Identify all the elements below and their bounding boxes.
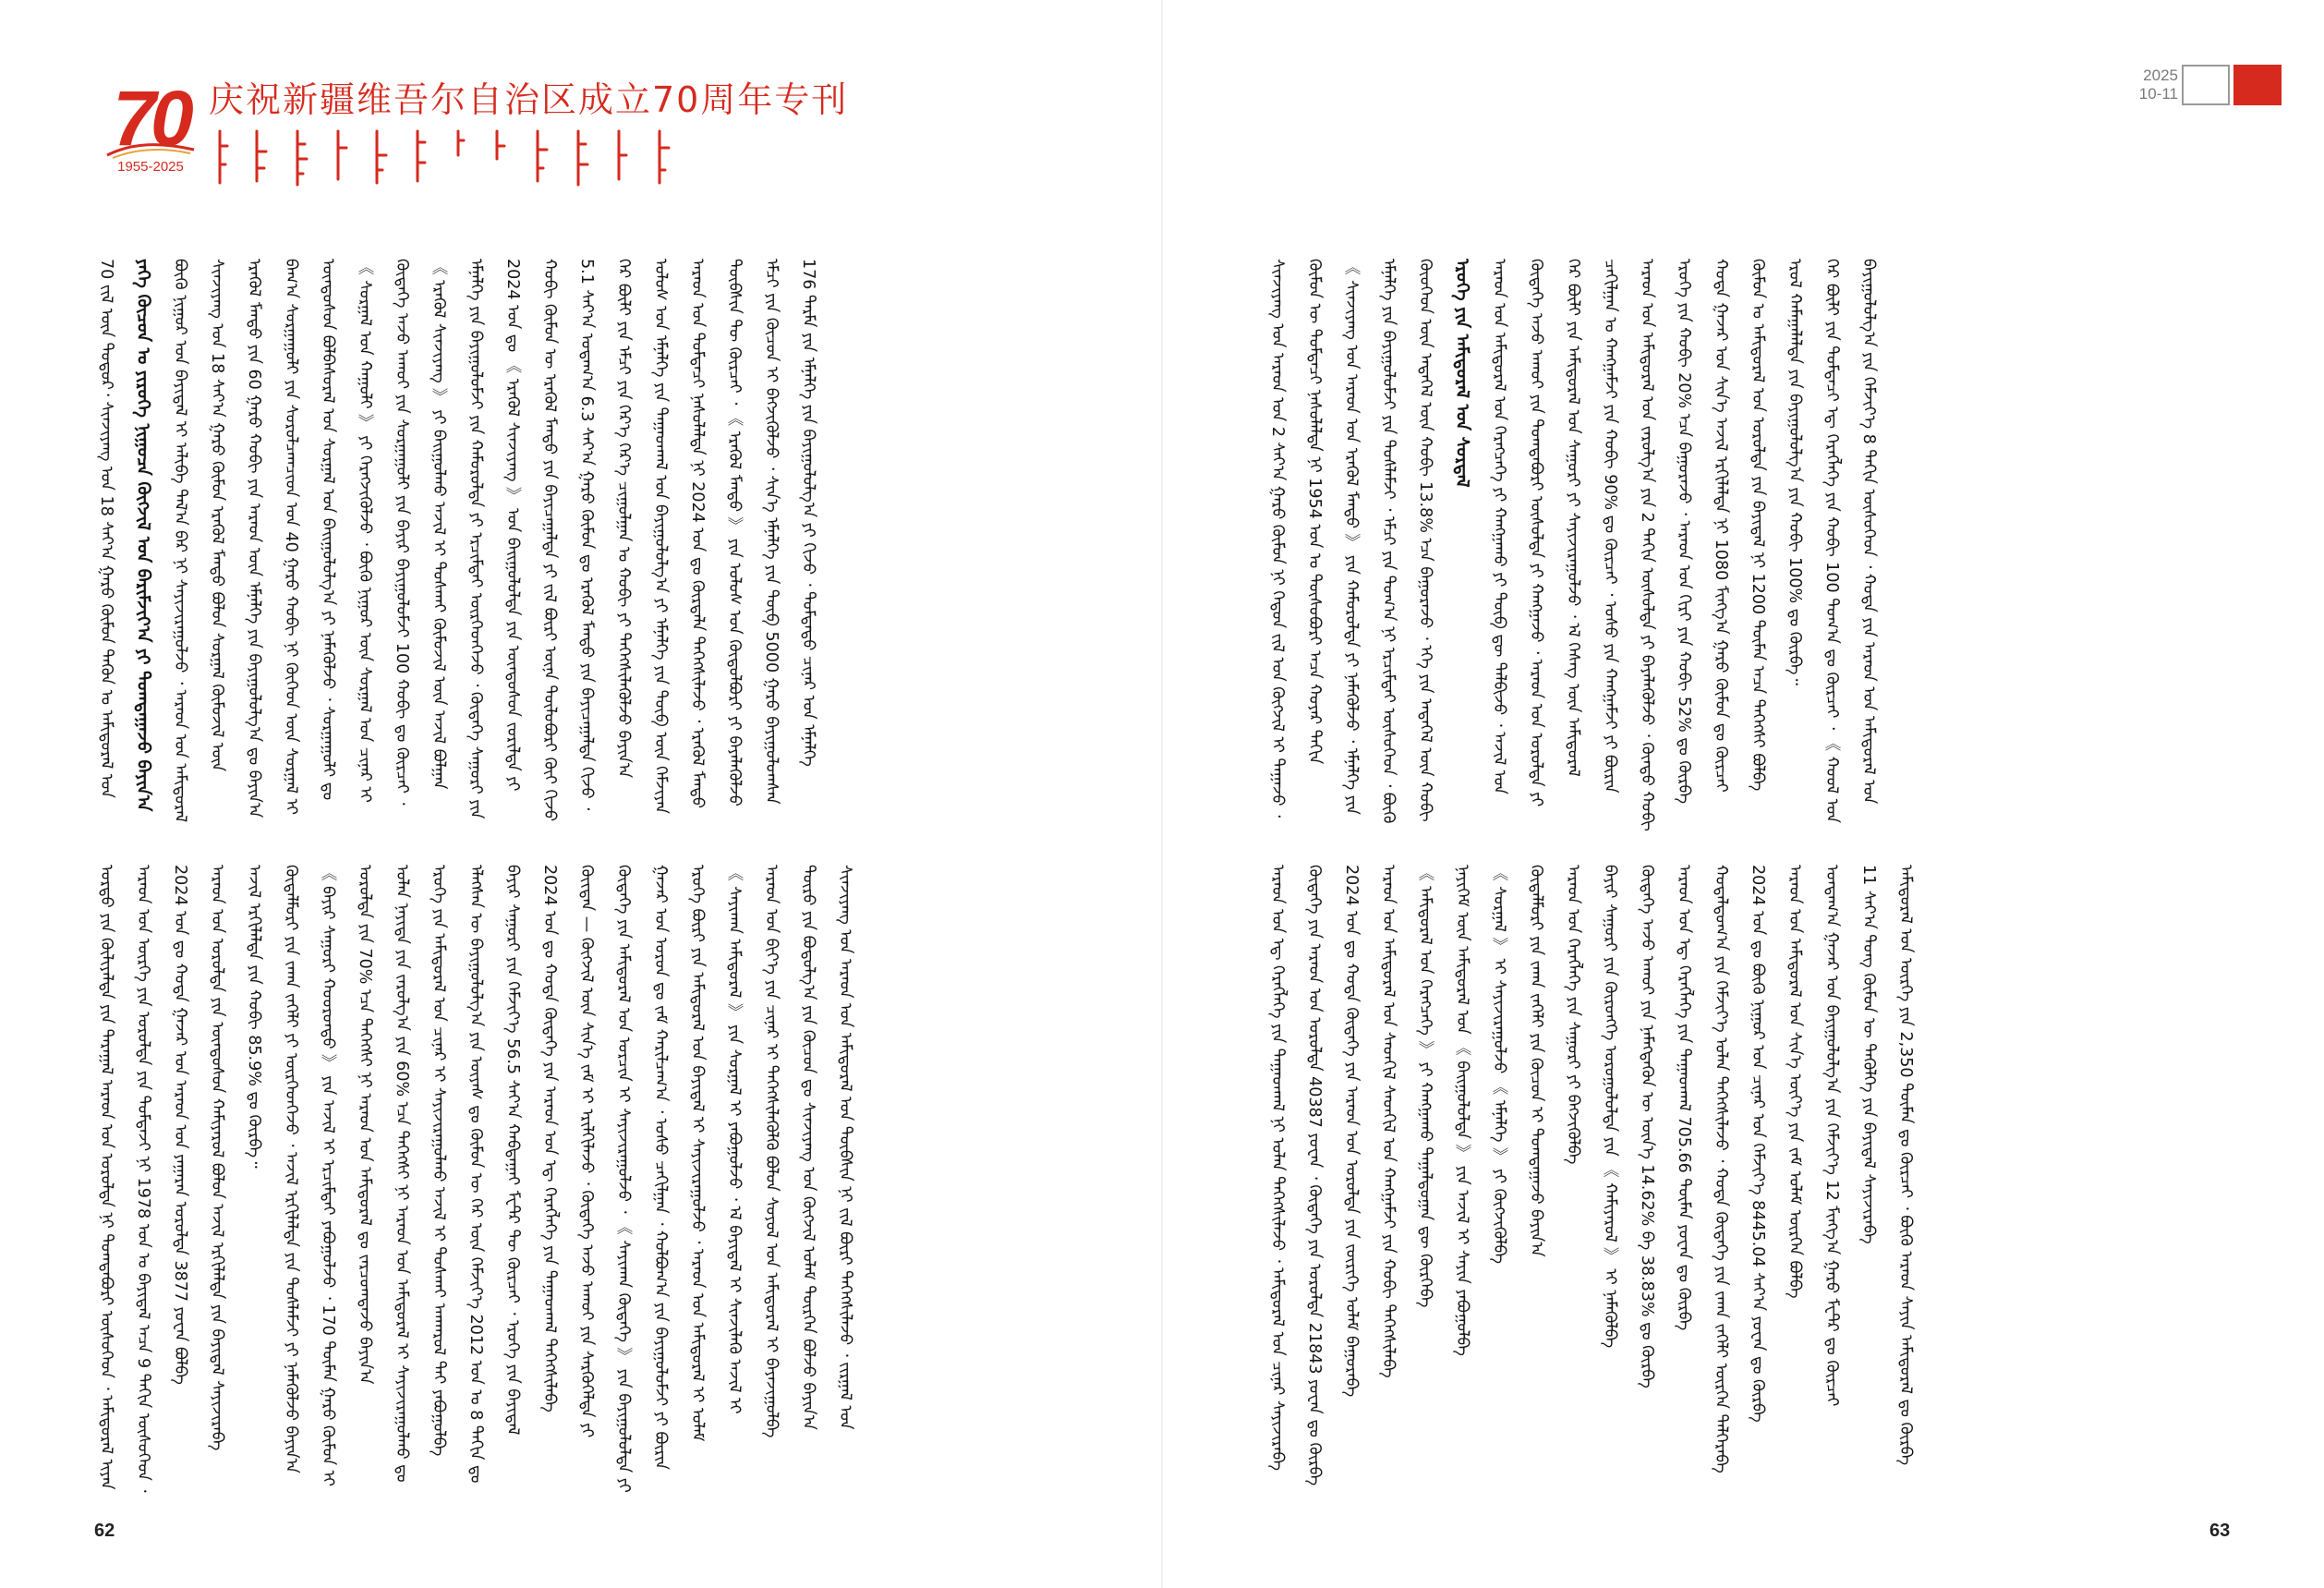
text-column: ᠡᠷᠦᠯ ᠬᠠᠮᠠᠭᠠᠯᠠᠯᠲᠠ ᠶᠢᠨ ᠪᠠᠶᠢᠭᠤᠯᠤᠯᠭ᠎ᠠ ᠶᠢᠨ ᠬᠤᠪᠢ 100% ᠳᠤ ᠬᠦᠷᠪᠡ᠃: [1785, 259, 1804, 685]
text-column: ᠬᠥᠳᠡᠭᠡ ᠠᠵᠤ ᠠᠬᠤᠢ ᠶᠢᠨ ᠰᠤᠷᠭᠠᠭᠤᠯᠢ ᠶᠢᠨ ᠪᠠᠶᠢᠷ ᠪᠠᠶᠢᠭᠤᠯᠤᠮᠵᠢ 100 ᠬᠤᠪᠢ ᠳᠤ ᠬᠦᠷᠴᠡᠢ ᠂: [393, 259, 411, 806]
text-column: ᠤᠷᠲᠤ ᠶᠢᠨ ᠬᠦᠯᠢᠶᠡᠯᠲᠡ ᠶᠢᠨ ᠳᠠᠷᠠᠭᠠᠯ ᠠᠷᠠᠳ ᠤᠨ ᠣᠷᠣᠯᠲᠠ ᠨᠢ ᠲᠣᠭᠲᠠᠪᠣᠷᠢ ᠥᠰᠦᠭᠡᠳ ᠂ ᠠᠮᠢᠳᠤᠷᠠᠯ ᠢᠶᠠᠨ: [97, 865, 115, 1490]
text-column: ᠪᠠᠶᠢᠭᠤᠯᠤᠯᠭ᠎ᠠ ᠶᠢᠨ ᠬᠡᠮᠵᠢᠶ᠎ᠡ 8 ᠳᠠᠬᠢᠨ ᠥᠰᠦᠭᠡᠳ ᠂ ᠬᠣᠲᠠ ᠶᠢᠨ ᠠᠷᠠᠳ ᠤᠨ ᠠᠮᠢᠳᠤᠷᠠᠯ ᠤᠨ: [1859, 259, 1878, 805]
text-column: 2024 ᠣᠨ ᠳᠤ ᠪᠦᠬᠦ ᠨᠢᠭᠤᠷ ᠤᠨ ᠴᠢᠨᠠᠷ ᠤᠨ ᠬᠡᠮᠵᠢᠶ᠎ᠡ 8445.04 ᠰᠠᠶ᠎ᠠ ᠶᠤᠸᠠᠨ ᠳᠤ ᠬᠦᠷᠪᠡ: [1749, 865, 1767, 1423]
text-column: 《 ᠰᠠᠶᠢᠬᠠᠨ ᠠᠮᠢᠳᠤᠷᠠᠯ 》 ᠶᠢᠨ ᠰᠤᠷᠭᠠᠯ ᠢ ᠶᠠᠪᠤᠭᠤᠯᠵᠤ ᠂ ᠡᠯ ᠪᠠᠶᠢᠳᠠᠯ ᠢ ᠰᠢᠨᠵᠢᠯᠡᠬᠦ ᠠᠵᠢᠯ ᠢ: [725, 865, 744, 1414]
text-column: ᠠᠷᠠᠳ ᠤᠨ ᠠᠮᠢᠳᠤᠷᠠᠯ ᠤᠨ ᠬᠡᠷᠡᠭᠴᠡᠭᠡ ᠶᠢ ᠬᠠᠩᠭᠠᠬᠤ ᠶᠢ ᠲᠥᠪ ᠳᠦ ᠲᠠᠯᠪᠢᠵᠤ ᠂ ᠠᠵᠢᠯ ᠤᠨ: [1490, 259, 1508, 794]
text-column: ᠬᠦᠢᠳᠡᠨ — ᠬᠥᠭᠵᠢᠯ ᠦᠨ ᠰᠢᠨ᠎ᠡ ᠵᠠᠮ ᠢ ᠡᠷᠢᠯᠬᠢᠯᠡᠵᠦ ᠂ ᠬᠥᠳᠡᠭᠡ ᠠᠵᠤ ᠠᠬᠤᠢ ᠶᠢᠨ ᠰᠡᠷᠭᠦᠭᠡᠯᠲᠡ ᠶᠢ: [577, 865, 596, 1438]
text-column: ᠬᠥᠳᠡᠭᠡ ᠠᠵᠤ ᠠᠬᠤᠢ ᠶᠢᠨ ᠨᠡᠮᠡᠭᠳᠡᠬᠦᠨ ᠦ ᠦᠨ᠎ᠡ 14.62% ᠪᠠ 38.83% ᠳᠤ ᠬᠦᠷᠪᠡ: [1638, 865, 1656, 1388]
text-column: ᠬᠤᠪᠢ ᠬᠦᠮᠦᠨ ᠦ ᠡᠷᠡᠭᠦᠯ ᠮᠡᠨᠳᠦ ᠶᠢᠨ ᠪᠠᠶᠢᠴᠠᠭᠠᠯᠲᠠ ᠶᠢ ᠵᠢᠯ ᠪᠦᠷᠢ ᠦᠨᠡ ᠲᠥᠯᠦᠪᠦᠷᠢ ᠭᠦᠢ ᠬᠢᠵᠦ: [540, 259, 559, 822]
text-column: [870, 865, 894, 1493]
text-column: ᠪᠠᠶᠢᠷ ᠰᠠᠭᠤᠷᠢ ᠶᠢᠨ ᠬᠡᠮᠵᠢᠶ᠎ᠡ 56.5 ᠰᠠᠶ᠎ᠠ ᠬᠠᠪᠳᠠᠭᠠᠢ ᠮᠧᠲ᠋ᠷ ᠲᠦ ᠬᠦᠷᠴᠡᠢ ᠂ ᠡᠷᠦᠬᠡ ᠶᠢᠨ ᠪᠠᠶᠢᠳᠠᠯ: [503, 865, 522, 1436]
text-column: ᠪᠠᠭ᠎ᠠ ᠰᠤᠷᠭᠠᠭᠤᠯᠢ ᠶᠢᠨ ᠰᠤᠷᠤᠯᠴᠠᠭᠴᠢᠳ ᠤᠨ 40 ᠭᠠᠷᠤ ᠬᠤᠪᠢ ᠨᠢ ᠬᠥᠭᠡᠳ ᠦᠨ ᠰᠤᠷᠭᠠᠯ ᠢ: [282, 259, 300, 815]
text-column: ᠠᠷᠠᠳ ᠤᠨ ᠠᠮᠢᠳᠤᠷᠠᠯ ᠤᠨ ᠵᠠᠷᠤᠯᠭ᠎ᠠ ᠶᠢᠨ 2 ᠳᠠᠬᠢᠨ ᠥᠰᠦᠯᠲᠡ ᠶᠢ ᠪᠡᠶᠡᠯᠡᠭᠦᠯᠵᠦ ᠂ ᠬᠦᠨᠳᠦ ᠬᠤᠪᠢ: [1638, 259, 1656, 831]
text-column: ᠰᠢᠨᠵᠢᠶᠠᠩ ᠤᠨ 18 ᠰᠠᠶ᠎ᠠ ᠭᠠᠷᠤ ᠬᠦᠮᠦᠨ ᠡᠷᠡᠭᠦᠯ ᠮᠡᠨᠳᠦ ᠪᠣᠯᠤᠨ ᠰᠤᠷᠭᠠᠯ ᠬᠦᠮᠦᠵᠢᠯ ᠦᠨ: [208, 259, 226, 772]
text-column: [833, 259, 857, 831]
mongolian-title-graphic: [209, 127, 708, 188]
left-page-top-block: [94, 259, 857, 831]
text-column: ᠣᠯᠠᠨ ᠨᠡᠶᠢᠲᠡ ᠶᠢᠨ ᠵᠠᠷᠤᠯᠭ᠎ᠠ ᠶᠢᠨ 60% ᠡᠴᠡ ᠳᠡᠭᠡᠭᠰᠢ ᠨᠢ ᠠᠷᠠᠳ ᠤᠨ ᠠᠮᠢᠳᠤᠷᠠᠯ ᠢ ᠰᠠᠶᠢᠵᠢᠷᠠᠭᠤᠯᠬᠤ ᠳᠤ: [393, 865, 411, 1483]
text-column: ᠡᠷᠡᠭᠦᠯ ᠮᠡᠨᠳᠦ ᠶᠢᠨ 60 ᠭᠠᠷᠤ ᠬᠤᠪᠢ ᠶᠢᠨ ᠠᠷᠠᠳ ᠦᠨ ᠡᠮᠨᠡᠯᠭᠡ ᠶᠢᠨ ᠪᠠᠶᠢᠭᠤᠯᠤᠯᠭ᠎ᠠ ᠳᠤ ᠪᠠᠶᠢᠨ᠎ᠠ: [245, 259, 263, 818]
text-column: ᠬᠣᠲᠠ ᠭᠠᠵᠠᠷ ᠤᠨ ᠰᠢᠨ᠎ᠡ ᠠᠵᠢᠯ ᠡᠷᠬᠢᠯᠡᠯᠲᠡ ᠨᠢ 1080 ᠮᠢᠩᠭ᠎ᠠ ᠭᠠᠷᠤ ᠬᠦᠮᠦᠨ ᠳᠤ ᠬᠦᠷᠴᠡᠢ: [1712, 259, 1730, 793]
magazine-badge-logo: [2233, 65, 2282, 105]
text-column: ᠬᠥᠳᠡᠭᠡ ᠠᠵᠤ ᠠᠬᠤᠢ ᠶᠢᠨ ᠲᠣᠭᠲᠠᠪᠤᠷᠢ ᠥᠰᠦᠯᠲᠡ ᠶᠢ ᠬᠠᠩᠭᠠᠵᠤ ᠂ ᠠᠷᠠᠳ ᠤᠨ ᠣᠷᠣᠯᠲᠠ ᠶᠢ: [1527, 259, 1545, 807]
text-column: ᠨᠡᠶᠢᠭᠡᠮ ᠦᠨ ᠠᠮᠢᠳᠤᠷᠠᠯ ᠤᠨ 《 ᠪᠠᠢᠭᠤᠯᠤᠯᠲᠠ 》 ᠶᠢᠨ ᠠᠵᠢᠯ ᠢ ᠰᠠᠶᠢᠨ ᠶᠠᠪᠤᠭᠤᠯᠪᠠ: [1453, 865, 1471, 1356]
section-heading: ᠶᠡᠬᠡ ᠬᠦᠴᠦᠨ ᠤ ᠶᠢᠷᠦᠬᠡ ᠨᠢᠭᠤᠴᠠ ᠬᠥᠭᠵᠢᠯ ᠤᠨ ᠪᠠᠷᠢᠮᠵᠢᠶ᠎ᠠ ᠶᠢ ᠲᠣᠭᠲᠠᠭᠠᠵᠤ ᠪᠠᠶᠢᠨ᠎ᠠ: [133, 259, 153, 812]
page-number-right: 63: [2209, 1521, 2231, 1541]
text-column: ᠭᠡᠷ ᠪᠦᠯᠢ ᠶᠢᠨ ᠠᠮᠢᠳᠤᠷᠠᠯ ᠤᠨ ᠰᠠᠭᠤᠷᠢ ᠶᠢ ᠰᠠᠶᠢᠵᠢᠷᠠᠭᠤᠯᠵᠤ ᠂ ᠡᠯ ᠬᠡᠰᠡᠭ ᠦᠨ ᠠᠮᠢᠳᠤᠷᠠᠯ: [1564, 259, 1582, 777]
text-column: ᠤᠨᠳᠠᠭ᠎ᠠ ᠭᠠᠵᠠᠷ ᠤᠨ ᠪᠠᠶᠢᠭᠤᠯᠤᠯᠭ᠎ᠠ ᠶᠢᠨ ᠬᠡᠮᠵᠢᠶ᠎ᠡ 12 ᠮᠢᠩᠭ᠎ᠠ ᠭᠠᠷᠤ ᠮᠧᠲ᠋ᠷ ᠳᠤ ᠬᠦᠷᠴᠡᠢ: [1822, 865, 1841, 1407]
text-column: ᠣᠷᠣᠯᠲᠠ ᠶᠢᠨ 70% ᠡᠴᠡ ᠳᠡᠭᠡᠭᠰᠢ ᠨᠢ ᠠᠷᠠᠳ ᠤᠨ ᠠᠮᠢᠳᠤᠷᠠᠯ ᠳᠤ ᠵᠠᠷᠴᠤᠭᠳᠠᠵᠤ ᠪᠠᠶᠢᠨ᠎ᠠ: [356, 865, 374, 1385]
text-column: 《 ᠪᠠᠶᠢᠷ ᠰᠠᠭᠤᠷᠢ ᠬᠤᠤᠷᠤᠨᠳᠤ 》 ᠶᠢᠨ ᠠᠵᠢᠯ ᠢ ᠡᠷᠴᠢᠮᠲᠡᠢ ᠶᠠᠪᠤᠭᠤᠯᠵᠤ ᠂ 170 ᠲᠦᠮᠡᠨ ᠭᠠᠷᠤ ᠬᠦᠮᠦᠨ ᠢ: [319, 865, 337, 1487]
text-column: ᠴᠠᠬᠢᠯᠭᠠᠨ ᠤ ᠬᠠᠩᠭᠠᠮᠵᠢ ᠶᠢᠨ ᠬᠤᠪᠢ 90% ᠳᠤ ᠬᠦᠷᠴᠡᠢ ᠂ ᠤᠰᠤ ᠶᠢᠨ ᠬᠠᠩᠭᠠᠮᠵᠢ ᠶᠢ ᠪᠦᠷᠢᠨ: [1601, 259, 1619, 794]
text-column: ᠠᠷᠠᠳ ᠤᠨ ᠳᠤᠮᠳᠠᠴᠢ ᠨᠠᠰᠤᠯᠠᠯᠲᠠ ᠨᠢ 2024 ᠣᠨ ᠳᠤ ᠬᠦᠷᠲᠡᠯᠡ ᠳᠡᠭᠡᠭᠰᠢᠯᠡᠵᠦ ᠂ ᠡᠷᠡᠭᠦᠯ ᠮᠡᠨᠳᠦ: [688, 259, 707, 808]
issue-month: 10-11: [2138, 85, 2178, 103]
text-column: ᠠᠮᠢᠳᠤᠷᠠᠯ ᠤᠨ ᠥᠷᠬᠡ ᠶᠢᠨ 2,350 ᠲᠦᠮᠡᠨ ᠳᠤ ᠬᠦᠷᠴᠡᠢ ᠂ ᠪᠦᠬᠦ ᠠᠷᠠᠳ ᠰᠠᠶᠢᠨ ᠠᠮᠢᠳᠤᠷᠠᠯ ᠳᠤ ᠬᠦᠷᠪᠡ: [1896, 865, 1915, 1466]
text-column: ᠤᠯᠤᠰ ᠤᠨ ᠡᠮᠨᠡᠯᠭᠡ ᠶᠢᠨ ᠳᠠᠭᠠᠳᠬᠠᠯ ᠤᠨ ᠪᠠᠶᠢᠭᠤᠯᠤᠯᠭ᠎ᠠ ᠶᠢ ᠡᠮᠨᠡᠯᠭᠡ ᠶᠢᠨ ᠲᠥᠪ ᠦᠨ ᠬᠡᠮᠵᠢᠶᠡᠨ: [651, 259, 670, 814]
text-column: ᠦᠨᠳᠦᠰᠦᠨ ᠪᠣᠯᠪᠠᠰᠤᠷᠠᠯ ᠤᠨ ᠰᠤᠷᠭᠠᠯ ᠤᠨ ᠪᠠᠢᠭᠤᠯᠤᠯᠭ᠎ᠠ ᠶᠢ ᠨᠡᠮᠡᠭᠦᠯᠵᠦ ᠂ ᠰᠤᠷᠭᠠᠭᠤᠯᠢ ᠳᠤ: [319, 259, 337, 801]
text-column: ᠠᠷᠠᠳ ᠤᠨ ᠬᠡᠷᠡᠭᠯᠡᠭᠡ ᠶᠢᠨ ᠰᠠᠭᠤᠷᠢ ᠶᠢ ᠪᠡᠬᠵᠢᠭᠦᠯᠪᠡ: [1564, 865, 1582, 1165]
text-column: 5.1 ᠰᠠᠶ᠎ᠠ ᠤᠳᠠᠭ᠎ᠠ 6.3 ᠰᠠᠶ᠎ᠠ ᠭᠠᠷᠤ ᠬᠦᠮᠦᠨ ᠳᠤ ᠡᠷᠡᠭᠦᠯ ᠮᠡᠨᠳᠦ ᠶᠢᠨ ᠪᠠᠶᠢᠴᠠᠭᠠᠯᠲᠠ ᠬᠢᠵᠦ ᠂: [577, 259, 596, 811]
text-column: ᠠᠷᠠᠳ ᠤᠨ ᠠᠮᠢᠳᠤᠷᠠᠯ ᠤᠨ ᠰᠢᠨ᠎ᠡ ᠦᠶ᠎ᠡ ᠶᠢᠨ ᠵᠠᠮ ᠤᠯᠠᠮ ᠥᠷᠭᠡᠨ ᠪᠣᠯᠪᠠ: [1785, 865, 1804, 1299]
text-column: ᠡᠷᠦᠬᠡ ᠪᠦᠷᠢ ᠶᠢᠨ ᠠᠮᠢᠳᠤᠷᠠᠯ ᠤᠨ ᠪᠠᠶᠢᠳᠠᠯ ᠢ ᠰᠠᠶᠢᠵᠢᠷᠠᠭᠤᠯᠵᠤ ᠂ ᠠᠷᠠᠳ ᠤᠨ ᠠᠮᠢᠳᠤᠷᠠᠯ ᠢ ᠤᠯᠠᠮ: [688, 865, 707, 1442]
text-column: ᠬᠥᠳᠡᠯᠮᠦᠷᠢ ᠶᠢᠨ ᠵᠠᠬᠠ ᠵᠡᠭᠡᠯᠢ ᠶᠢᠨ ᠬᠦᠴᠦᠨ ᠢ ᠲᠣᠭᠲᠠᠭᠠᠵᠤ ᠪᠠᠶᠢᠨ᠎ᠠ: [1527, 865, 1545, 1257]
text-column: ᠠᠷᠠᠳ ᠤᠨ ᠡᠳ᠋ ᠬᠡᠷᠡᠭᠯᠡᠭᠡ ᠶᠢᠨ ᠳᠠᠭᠠᠳᠬᠠᠯ ᠨᠢ ᠣᠯᠠᠨ ᠳᠡᠭᠡᠭᠰᠢᠯᠡᠵᠦ ᠂ ᠠᠮᠢᠳᠤᠷᠠᠯ ᠤᠨ ᠴᠢᠨᠠᠷ ᠰᠠᠶᠢᠵᠢᠷᠠᠪᠠ: [1268, 865, 1287, 1472]
text-column: 2024 ᠣᠨ ᠳᠤ ᠬᠣᠲᠠ ᠬᠥᠳᠡᠭᠡ ᠶᠢᠨ ᠠᠷᠠᠳ ᠤᠨ ᠣᠷᠣᠯᠲᠠ ᠶᠢᠨ ᠵᠥᠷᠢᠭᠡ ᠤᠯᠠᠮ ᠪᠠᠭᠤᠷᠠᠪᠠ: [1342, 865, 1361, 1398]
text-column: ᠬᠥᠳᠡᠭᠡ ᠶᠢᠨ ᠠᠮᠢᠳᠤᠷᠠᠯ ᠤᠨ ᠣᠷᠴᠢᠨ ᠢ ᠰᠠᠶᠢᠵᠢᠷᠠᠭᠤᠯᠵᠤ ᠂ 《 ᠰᠠᠶᠢᠬᠠᠨ ᠬᠥᠳᠡᠭᠡ 》 ᠶᠢᠨ ᠪᠠᠶᠢᠭᠤᠯᠤᠯᠲᠠ ᠶᠢ: [614, 865, 633, 1493]
text-column: ᠠᠷᠠᠳ ᠤᠨ ᠪᠢᠶ᠎ᠡ ᠶᠢᠨ ᠴᠢᠨᠠᠷ ᠢ ᠳᠡᠭᠡᠭᠰᠢᠯᠡᠭᠦᠯᠬᠦ ᠪᠣᠯᠤᠨ ᠰᠣᠶᠣᠯ ᠤᠨ ᠠᠮᠢᠳᠤᠷᠠᠯ ᠢ ᠪᠠᠶᠠᠵᠢᠭᠤᠯᠪᠠ: [762, 865, 781, 1438]
text-column: 《 ᠠᠮᠢᠳᠤᠷᠠᠯ ᠤᠨ ᠬᠡᠷᠡᠭᠴᠡᠭᠡ 》 ᠶᠢ ᠬᠠᠩᠭᠠᠬᠤ ᠳᠠᠭᠠᠯᠳᠤᠭᠠᠨ ᠳᠦ ᠬᠦᠷᠭᠡᠪᠡ: [1416, 865, 1434, 1308]
text-column: ᠬᠥᠳᠡᠭᠡ ᠶᠢᠨ ᠠᠷᠠᠳ ᠤᠨ ᠣᠷᠣᠯᠲᠠ 40387 ᠶᠤᠸᠠᠨ ᠂ ᠬᠥᠳᠡᠭᠡ ᠶᠢᠨ ᠣᠷᠣᠯᠲᠠ 21843 ᠶᠤᠸᠠᠨ ᠳᠤ ᠬᠦᠷᠪᠡ: [1305, 865, 1324, 1486]
left-page-bottom-block: [94, 865, 894, 1493]
anniversary-logo: [100, 75, 201, 196]
text-column: 《 ᠡᠷᠡᠭᠦᠯ ᠰᠢᠨᠵᠢᠶᠠᠩ 》 ᠶᠢ ᠪᠠᠢᠭᠤᠯᠬᠤ ᠠᠵᠢᠯ ᠢ ᠲᠤᠰᠬᠠᠢ ᠬᠦᠮᠦᠵᠢᠯ ᠦᠨ ᠠᠵᠢᠯ ᠪᠣᠯᠭᠠᠨ: [430, 259, 448, 790]
text-column: ᠭᠠᠵᠠᠷ ᠤᠨ ᠣᠷᠣᠨ ᠳᠤ ᠵᠠᠮ ᠬᠠᠷᠢᠯᠴᠠᠭ᠎ᠠ ᠂ ᠤᠰᠤ ᠴᠠᠬᠢᠯᠭᠠᠨ ᠂ ᠬᠣᠯᠪᠣᠭ᠎ᠠ ᠶᠢᠨ ᠪᠠᠶᠢᠭᠤᠯᠤᠮᠵᠢ ᠶᠢ ᠪᠦᠷᠢᠨ: [651, 865, 670, 1470]
text-column: ᠠᠷᠠᠳ ᠤᠨ ᠡᠳ᠋ ᠬᠡᠷᠡᠭᠯᠡᠭᠡ ᠶᠢᠨ ᠳᠠᠭᠠᠳᠬᠠᠯ 705.66 ᠲᠦᠮᠡᠨ ᠶᠤᠸᠠᠨ ᠳᠤ ᠬᠦᠷᠪᠡ: [1675, 865, 1693, 1331]
text-column: ᠰᠢᠨᠵᠢᠶᠠᠩ ᠤᠨ ᠠᠷᠠᠳ ᠤᠨ 2 ᠰᠠᠶ᠎ᠠ ᠭᠠᠷᠤ ᠬᠦᠮᠦᠨ ᠨᠢ ᠬᠡᠳᠦᠨ ᠵᠢᠯ ᠤᠨ ᠬᠥᠭᠵᠢᠯ ᠢ ᠳᠠᠭᠠᠵᠤ ᠂: [1268, 259, 1287, 818]
text-column: ᠬᠦᠮᠦᠨ ᠦ ᠳᠤᠮᠳᠠᠴᠢ ᠨᠠᠰᠤᠯᠠᠯᠲᠠ ᠨᠢ 1954 ᠣᠨ ᠤ ᠲᠥᠰᠦᠪᠦᠷᠢ ᠠᠴᠠ ᠬᠣᠶᠠᠷ ᠳᠠᠬᠢᠨ: [1305, 259, 1324, 765]
text-column: ᠡᠮᠨᠡᠯᠭᠡ ᠶᠢᠨ ᠪᠠᠶᠢᠭᠤᠯᠤᠮᠵᠢ ᠶᠢᠨ ᠬᠠᠮᠤᠷᠤᠯᠲᠠ ᠶᠢ ᠡᠷᠴᠢᠮᠲᠡᠶ ᠥᠷᠭᠡᠳᠬᠡᠵᠦ ᠂ ᠬᠥᠳᠡᠭᠡ ᠰᠠᠭᠤᠷᠢ ᠶᠢᠨ: [466, 259, 485, 819]
text-column: ᠡᠷᠦᠬᠡ ᠶᠢᠨ ᠬᠤᠪᠢ 20% ᠡᠴᠡ ᠪᠠᠭᠤᠷᠠᠵᠤ ᠂ ᠠᠷᠠᠳ ᠤᠨ ᠬᠢᠷᠢ ᠶᠢᠨ ᠬᠤᠪᠢ 52% ᠳᠤ ᠬᠦᠷᠪᠡ: [1675, 259, 1693, 805]
text-column: ᠲᠦᠷᠦ ᠶᠢᠨ ᠪᠤᠳᠤᠯᠭ᠎ᠠ ᠶᠢᠨ ᠬᠦᠴᠦᠨ ᠳᠤ ᠰᠢᠨᠵᠢᠶᠠᠩ ᠤᠨ ᠬᠥᠭᠵᠢᠯ ᠤᠯᠠᠮ ᠲᠦᠷᠭᠡᠨ ᠪᠣᠯᠵᠤ ᠪᠠᠶᠢᠨ᠎ᠠ: [799, 865, 817, 1430]
special-issue-title: 庆祝新疆维吾尔自治区成立70周年专刊: [209, 79, 849, 120]
text-column: ᠠᠵᠢᠯ ᠡᠷᠬᠢᠯᠡᠯᠲᠡ ᠶᠢᠨ ᠬᠤᠪᠢ 85.9% ᠳᠤ ᠬᠦᠷᠪᠡ᠃: [245, 865, 263, 1169]
text-column: ᠠᠷᠠᠳ ᠤᠨ ᠥᠷᠬᠡ ᠶᠢᠨ ᠣᠷᠣᠯᠲᠠ ᠶᠢᠨ ᠳᠤᠮᠳᠠᠵᠢ ᠨᠢ 1978 ᠣᠨ ᠤ ᠪᠠᠶᠢᠳᠠᠯ ᠠᠴᠠ 9 ᠳᠠᠬᠢᠨ ᠥᠰᠦᠭᠡᠳ ᠂: [134, 865, 152, 1493]
page-gutter: [1161, 0, 1163, 1588]
text-column: 《 ᠰᠤᠷᠭᠠᠯ 》 ᠢ ᠰᠠᠶᠢᠵᠢᠷᠠᠭᠤᠯᠵᠤ 《 ᠡᠮᠨᠡᠯᠭᠡ 》 ᠶᠢ ᠬᠥᠭᠵᠢᠭᠦᠯᠪᠡ: [1490, 865, 1508, 1265]
text-column: 2024 ᠣᠨ ᠳᠤ ᠬᠣᠲᠠ ᠭᠠᠵᠠᠷ ᠤᠨ ᠠᠷᠠᠳ ᠤᠨ ᠶᠠᠭᠠᠷᠠᠨ ᠣᠷᠣᠯᠲᠠ 3877 ᠶᠤᠸᠠᠨ ᠪᠣᠯᠪᠠ: [171, 865, 189, 1385]
magazine-badge-outline: [2182, 65, 2230, 105]
text-column: ᠪᠠᠶᠢᠷ ᠰᠠᠭᠤᠷᠢ ᠶᠢᠨ ᠬᠥᠷᠥᠩᠭᠡ ᠣᠷᠣᠭᠤᠯᠤᠯᠲᠠ ᠶᠢᠨ 《 ᠬᠠᠮᠢᠶᠠᠷᠤᠯ 》 ᠢ ᠨᠡᠮᠡᠭᠦᠯᠪᠡ: [1601, 865, 1619, 1349]
text-column: ᠬᠦᠦᠬᠡᠳ ᠦᠨ ᠡᠨᠳᠡᠭᠡᠯ ᠦᠨ ᠬᠤᠪᠢ 13.8% ᠡᠴᠡ ᠪᠠᠭᠤᠷᠠᠵᠤ ᠂ ᠡᠬᠡ ᠶᠢᠨ ᠡᠨᠳᠡᠭᠡᠯ ᠦᠨ ᠬᠤᠪᠢ: [1416, 259, 1434, 822]
text-column: ᠡᠷᠦᠬᠡ ᠶᠢᠨ ᠠᠮᠢᠳᠤᠷᠠᠯ ᠤᠨ ᠴᠢᠨᠠᠷ ᠢ ᠰᠠᠶᠢᠵᠢᠷᠠᠭᠤᠯᠬᠤ ᠠᠵᠢᠯ ᠢ ᠲᠤᠰᠬᠠᠶ ᠠᠨᠬᠠᠷᠤᠯ ᠲᠠᠢ ᠶᠠᠪᠤᠭᠤᠯᠪᠠ: [430, 865, 448, 1457]
page-number-left: 62: [94, 1521, 115, 1541]
text-column: ᠭᠡᠷ ᠪᠦᠯᠢ ᠶᠢᠨ ᠳᠤᠮᠳᠠᠴᠢ ᠡᠳ᠋ ᠬᠡᠷᠡᠭᠯᠡᠭᠡ ᠶᠢᠨ ᠬᠤᠪᠢ 100 ᠲᠤᠭ᠎ᠠ ᠳᠤ ᠬᠦᠷᠴᠡᠢ ᠂ 《 ᠬᠣᠣᠯ ᠤᠨ: [1822, 259, 1841, 823]
text-column: ᠰᠢᠨᠵᠢᠶᠠᠩ ᠤᠨ ᠠᠷᠠᠳ ᠤᠨ ᠠᠮᠢᠳᠤᠷᠠᠯ ᠤᠨ ᠲᠦᠪᠰᠢᠨ ᠨᠢ ᠵᠢᠯ ᠪᠦᠷᠢ ᠳᠡᠭᠡᠭᠰᠢᠯᠡᠵᠦ ᠂ ᠵᠢᠷᠭᠠᠯ ᠤᠨ: [836, 865, 854, 1430]
section-heading: ᠡᠷᠦᠬᠡ ᠶᠢᠨ ᠠᠮᠢᠳᠤᠷᠠᠯ ᠤᠨ ᠰᠤᠷᠲᠠᠯ: [1452, 259, 1472, 488]
text-column: ᠲᠦᠪᠰᠢᠨ ᠲᠦ ᠬᠦᠷᠴᠡᠢ ᠂ 《 ᠡᠷᠡᠭᠦᠯ ᠮᠡᠨᠳᠦ 》 ᠶᠢᠨ ᠤᠯᠤᠰ ᠤᠨ ᠬᠥᠲᠦᠯᠪᠦᠷᠢ ᠶᠢ ᠪᠡᠶᠡᠯᠡᠭᠦᠯᠵᠦ: [725, 259, 744, 806]
text-column: ᠪᠦᠬᠦ ᠨᠢᠭᠤᠷ ᠤᠨ ᠪᠠᠶᠢᠳᠠᠯ ᠢ ᠠᠯᠢᠪᠠ ᠲᠠᠯ᠎ᠠ ᠪᠠᠷ ᠨᠢ ᠰᠠᠶᠢᠵᠢᠷᠠᠭᠤᠯᠵᠤ ᠂ ᠠᠷᠠᠳ ᠤᠨ ᠠᠮᠢᠳᠤᠷᠠᠯ: [171, 259, 189, 823]
text-column: 2024 ᠣᠨ ᠳᠤ ᠬᠣᠲᠠ ᠬᠥᠳᠡᠭᠡ ᠶᠢᠨ ᠠᠷᠠᠳ ᠤᠨ ᠡᠳ᠋ ᠬᠡᠷᠡᠭᠯᠡᠭᠡ ᠶᠢᠨ ᠳᠠᠭᠠᠳᠬᠠᠯ ᠳᠡᠭᠡᠭᠰᠢᠯᠡᠪᠡ: [540, 865, 559, 1412]
text-column: 176 ᠲᠡᠷᠮᠡ ᠶᠢᠨ ᠡᠮᠨᠡᠯᠭᠡ ᠶᠢᠨ ᠪᠠᠶᠢᠭᠤᠯᠤᠯᠭ᠎ᠠ ᠶᠢ ᠬᠢᠵᠦ ᠂ ᠳᠤᠮᠳᠠᠳᠤ ᠴᠢᠨᠠᠷ ᠤᠨ ᠡᠮᠨᠡᠯᠭᠡ: [799, 259, 817, 767]
text-column: ᠬᠦᠮᠦᠨ ᠤ ᠠᠮᠢᠳᠤᠷᠠᠯ ᠤᠨ ᠣᠷᠣᠯᠲᠠ ᠶᠢᠨ ᠪᠠᠶᠢᠳᠠᠯ ᠨᠢ 1200 ᠲᠦᠮᠡᠨ ᠠᠴᠠ ᠳᠡᠭᠡᠭᠰᠢ ᠪᠣᠯᠪᠠ: [1749, 259, 1767, 792]
logo-years: 1955-2025: [117, 159, 184, 175]
text-column: ᠡᠮᠨᠡᠯᠭᠡ ᠶᠢᠨ ᠪᠠᠶᠢᠭᠤᠯᠤᠮᠵᠢ ᠶᠢᠨ ᠲᠤᠰᠯᠠᠮᠵᠢ ᠂ ᠡᠮᠴᠢ ᠶᠢᠨ ᠲᠣᠭ᠎ᠠ ᠨᠢ ᠡᠷᠴᠢᠮᠲᠡᠢ ᠥᠰᠦᠭᠡᠳ ᠂ ᠪᠦᠬᠦ: [1379, 259, 1398, 824]
text-column: ᠠᠷᠠᠳ ᠤᠨ ᠠᠮᠢᠳᠤᠷᠠᠯ ᠤᠨ ᠰᠡᠳᠬᠢᠯ ᠰᠡᠳᠬᠢᠯ ᠤᠨ ᠬᠠᠩᠭᠠᠮᠵᠢ ᠶᠢᠨ ᠬᠤᠪᠢ ᠳᠡᠭᠡᠭᠰᠢᠯᠡᠪᠡ: [1379, 865, 1398, 1378]
text-column: 70 ᠵᠢᠯ ᠦᠨ ᠳᠤᠲᠤᠷ᠂ ᠰᠢᠨᠵᠢᠶᠠᠩ ᠤᠨ 18 ᠰᠠᠶ᠎ᠠ ᠭᠠᠷᠤ ᠬᠦᠮᠦᠨ ᠲᠡᠭᠦᠨ ᠤ ᠠᠮᠢᠳᠤᠷᠠᠯ ᠤᠨ: [97, 259, 115, 799]
text-column: ᠭᠡᠷ ᠪᠦᠯᠢ ᠶᠢᠨ ᠡᠮᠴᠢ ᠶᠢᠨ ᠭᠡᠷ᠎ᠡ ᠭᠡᠷ᠎ᠡ ᠴᠢᠭᠤᠯᠭᠠᠨ ᠤ ᠬᠤᠪᠢ ᠶᠢ ᠳᠡᠭᠡᠭᠰᠢᠯᠡᠭᠦᠯᠵᠦ ᠪᠠᠶᠢᠨ᠎ᠠ: [614, 259, 633, 779]
text-column: 2024 ᠣᠨ ᠳᠤ 《 ᠡᠷᠡᠭᠦᠯ ᠰᠢᠨᠵᠢᠶᠠᠩ 》 ᠤᠨ ᠪᠠᠢᠭᠤᠯᠤᠯᠲᠠ ᠶᠢᠨ ᠦᠨᠳᠦᠰᠦᠨ ᠵᠣᠷᠢᠯᠲᠠ ᠶᠢ: [503, 259, 522, 792]
text-column: ᠡᠯᠡᠭᠰᠡᠨ ᠦ ᠪᠠᠶᠢᠭᠤᠯᠤᠯᠭ᠎ᠠ ᠶᠢᠨ ᠦᠶᠡᠰ ᠳᠤ ᠬᠦᠮᠦᠨ ᠦ ᠭᠡᠷ ᠦᠨ ᠬᠡᠮᠵᠢᠶ᠎ᠡ 2012 ᠣᠨ ᠤ 8 ᠳᠠᠬᠢᠨ ᠳᠤ: [466, 865, 485, 1484]
issue-date: [2126, 67, 2178, 103]
text-column: ᠠᠷᠠᠳ ᠤᠨ ᠣᠷᠣᠯᠲᠠ ᠶᠢᠨ ᠦᠨᠳᠦᠰᠦᠨ ᠬᠠᠮᠢᠶᠠᠷᠤᠯ ᠪᠣᠯᠤᠨ ᠠᠵᠢᠯ ᠡᠷᠬᠢᠯᠡᠯᠲᠡ ᠶᠢᠨ ᠪᠠᠶᠢᠳᠠᠯ ᠰᠠᠶᠢᠵᠢᠷᠠᠪᠠ: [208, 865, 226, 1451]
text-column: ᠬᠥᠳᠡᠯᠮᠦᠷᠢ ᠶᠢᠨ ᠵᠠᠬᠠ ᠵᠡᠭᠡᠯᠢ ᠶᠢ ᠥᠷᠭᠡᠳᠬᠡᠵᠦ ᠂ ᠠᠵᠢᠯ ᠡᠷᠬᠢᠯᠡᠯᠲᠡ ᠶᠢᠨ ᠲᠤᠰᠯᠠᠮᠵᠢ ᠶᠢ ᠨᠡᠮᠡᠭᠦᠯᠵᠦ ᠪᠠᠶᠢᠨ᠎ᠠ: [282, 865, 300, 1473]
issue-year: 2025: [2143, 67, 2178, 84]
right-page-top-block: [1265, 259, 1881, 831]
logo-swoosh-icon: [105, 140, 196, 159]
logo-number: 70: [113, 75, 188, 162]
right-page-bottom-block: [1265, 865, 1918, 1493]
text-column: 《 ᠰᠢᠨᠵᠢᠶᠠᠩ ᠤᠨ ᠠᠷᠠᠳ ᠤᠨ ᠡᠷᠡᠭᠦᠯ ᠮᠡᠨᠳᠦ 》 ᠶᠢᠨ ᠬᠠᠮᠤᠷᠤᠯᠲᠠ ᠶᠢ ᠨᠡᠮᠡᠭᠦᠯᠵᠦ ᠂ ᠡᠮᠨᠡᠯᠭᠡ ᠶᠢᠨ: [1342, 259, 1361, 815]
text-column: ᠡᠮᠴᠢ ᠶᠢᠨ ᠬᠦᠴᠦᠨ ᠢ ᠪᠡᠬᠵᠢᠭᠦᠯᠵᠦ ᠂ ᠰᠢᠨ᠎ᠡ ᠡᠮᠨᠡᠯᠭᠡ ᠶᠢᠨ ᠲᠥᠪ 5000 ᠭᠠᠷᠤ ᠪᠠᠶᠢᠭᠤᠯᠤᠭᠰᠠᠨ: [762, 259, 781, 805]
text-column: 《 ᠰᠤᠷᠭᠠᠯ ᠤᠨ ᠬᠠᠭᠤᠯᠢ 》 ᠶᠢ ᠬᠡᠷᠡᠭᠵᠢᠭᠦᠯᠵᠦ ᠂ ᠪᠦᠬᠦ ᠨᠢᠭᠤᠷ ᠦᠨ ᠰᠤᠷᠭᠠᠯ ᠤᠨ ᠴᠢᠨᠠᠷ ᠢ: [356, 259, 374, 803]
text-column: ᠬᠤᠳᠠᠯᠳᠤᠭ᠎ᠠ ᠶᠢᠨ ᠬᠡᠮᠵᠢᠶ᠎ᠡ ᠣᠯᠠᠨ ᠳᠡᠭᠡᠭᠰᠢᠯᠡᠵᠦ ᠂ ᠬᠣᠲᠠ ᠬᠥᠳᠡᠭᠡ ᠶᠢᠨ ᠵᠠᠬᠠ ᠵᠡᠭᠡᠯᠢ ᠥᠷᠭᠡᠨ ᠳᠡᠯᠭᠡᠷᠡᠪᠡ: [1712, 865, 1730, 1473]
text-column: 11 ᠰᠠᠶ᠎ᠠ ᠲᠤᠩ ᠬᠦᠮᠦᠨ ᠦ ᠲᠡᠭᠦᠯᠭᠡ ᠶᠢᠨ ᠪᠠᠶᠢᠳᠠᠯ ᠰᠠᠶᠢᠵᠢᠷᠠᠪᠠ: [1859, 865, 1878, 1244]
